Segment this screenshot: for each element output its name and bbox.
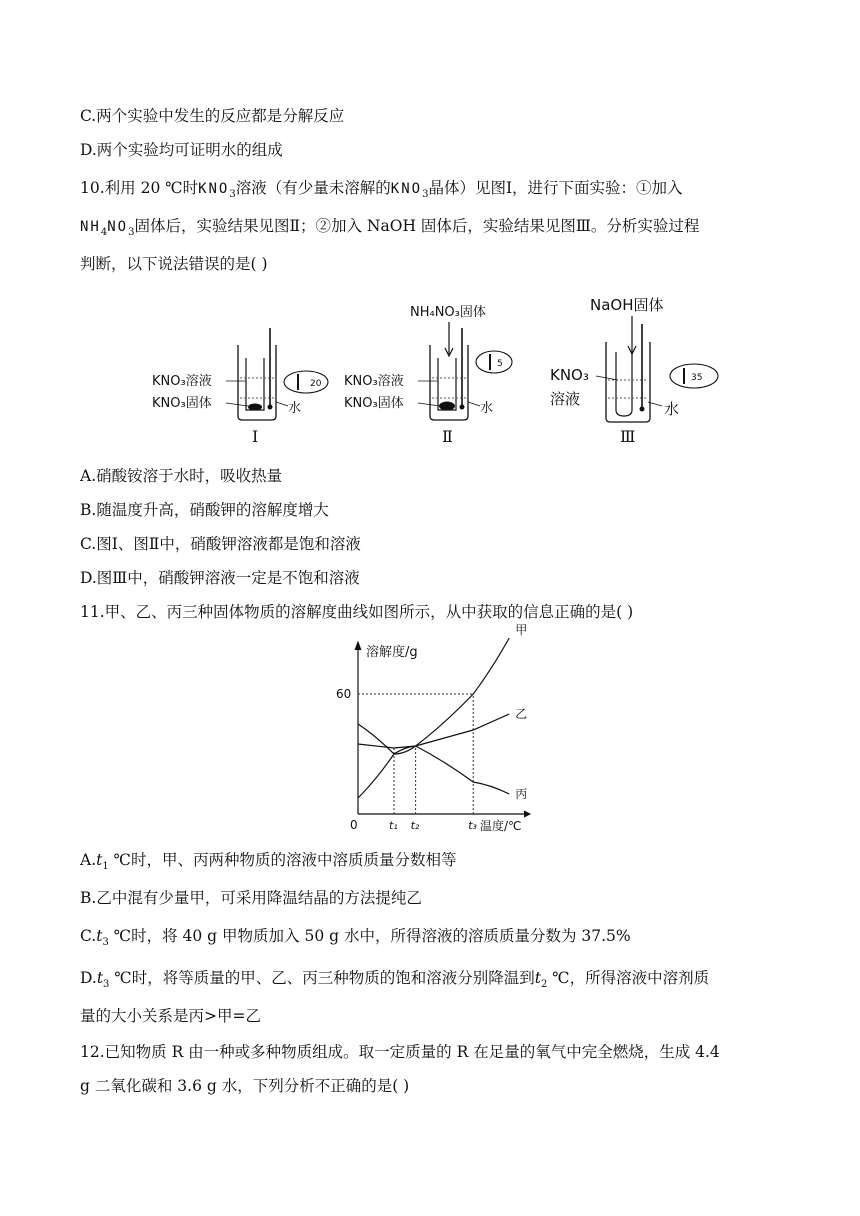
panel3-label2: 溶液 (550, 390, 581, 408)
water-label: 水 (664, 400, 680, 418)
q10-option-d: D.图Ⅲ中，硝酸钾溶液一定是不饱和溶液 (80, 569, 360, 587)
option-text: ℃时，将 40 g 甲物质加入 50 g 水中，所得溶液的溶质质量分数为 37.5% (108, 927, 631, 945)
series-label-1: 甲 (515, 623, 528, 637)
beaker-panel-1 (152, 328, 328, 446)
q10-option-b: B.随温度升高，硝酸钾的溶解度增大 (80, 501, 329, 519)
q9-option-d: D.两个实验均可证明水的组成 (80, 141, 283, 159)
series-line-1 (358, 638, 509, 798)
series-label-2: 乙 (515, 707, 528, 721)
formula-kno3: KNO (390, 181, 423, 197)
subscript: 3 (128, 227, 135, 238)
x-tick-t2: t₂ (410, 819, 420, 832)
panel-numeral: Ⅲ (620, 427, 636, 446)
option-text: ℃时，甲、丙两种物质的溶液中溶质质量分数相等 (108, 851, 457, 869)
test-tube (246, 358, 264, 410)
q10-text: 晶体）见图Ⅰ，进行下面实验：①加入 (428, 179, 683, 197)
t-symbol: t (96, 851, 103, 869)
temperature-reading: 5 (497, 359, 503, 369)
panel2-label2: KNO₃固体 (344, 396, 404, 411)
formula-kno3: KNO (198, 181, 230, 197)
water-label: 水 (288, 401, 302, 416)
x-axis-label: 温度/℃ (480, 819, 522, 833)
origin-label: 0 (350, 818, 358, 832)
temperature-reading: 35 (691, 373, 703, 383)
y-tick-60: 60 (336, 687, 352, 701)
subscript: 3 (422, 189, 429, 200)
q12-stem-line2: g 二氧化碳和 3.6 g 水，下列分析不正确的是( ) (80, 1077, 410, 1095)
panel1-label1: KNO₃溶液 (152, 374, 212, 389)
series-line-3 (358, 724, 509, 794)
q11-option-a (80, 850, 457, 877)
q11-option-d-line1 (80, 968, 709, 995)
option-letter: D. (80, 969, 97, 987)
q9-option-c: C.两个实验中发生的反应都是分解反应 (80, 107, 345, 125)
subscript: 3 (229, 189, 236, 200)
crystal-solid (248, 404, 262, 411)
panel3-label1: KNO₃ (550, 366, 589, 384)
x-tick-t1: t₁ (389, 819, 398, 832)
q10-text: 固体后，实验结果见图Ⅱ；②加入 NaOH 固体后，实验结果见图Ⅲ。分析实验过程 (134, 217, 700, 235)
solubility-chart (330, 623, 540, 836)
series-label-3: 丙 (515, 787, 528, 801)
q10-stem-line1 (80, 178, 683, 205)
q10-stem-line2 (80, 216, 699, 243)
subscript: 1 (102, 861, 109, 872)
q11-option-b: B.乙中混有少量甲，可采用降温结晶的方法提纯乙 (80, 889, 422, 907)
option-text: ℃时，将等质量的甲、乙、丙三种物质的饱和溶液分别降温到 (109, 969, 535, 987)
q11-option-d-line2: 量的大小关系是丙>甲=乙 (80, 1007, 261, 1025)
q10-text: 溶液（有少量未溶解的 (235, 179, 391, 197)
panel3-added-solid: NaOH固体 (590, 296, 664, 314)
q10-text: 10.利用 20 ℃时 (80, 179, 199, 197)
temperature-reading: 20 (310, 379, 322, 389)
t-symbol: t (96, 927, 103, 945)
beaker-experiment-figure (140, 290, 740, 460)
q12-stem-line1: 12.已知物质 R 由一种或多种物质组成。取一定质量的 R 在足量的氧气中完全燃烧，生成 4.4 (80, 1043, 720, 1061)
subscript: 4 (100, 227, 108, 238)
beaker-panel-3 (550, 296, 718, 446)
formula-nh: NH (80, 219, 101, 235)
subscript: 2 (540, 979, 548, 990)
panel1-label2: KNO₃固体 (152, 396, 212, 411)
t-symbol: t (96, 969, 104, 987)
option-text: ℃，所得溶液中溶剂质 (547, 969, 710, 987)
subscript: 3 (102, 937, 109, 948)
q10-option-a: A.硝酸铵溶于水时，吸收热量 (80, 467, 283, 485)
panel-numeral: Ⅱ (442, 427, 453, 446)
y-axis-label: 溶解度/g (366, 645, 418, 660)
subscript: 3 (103, 979, 110, 990)
t-symbol: t (534, 969, 541, 987)
q10-stem-line3: 判断，以下说法错误的是( ) (80, 255, 268, 273)
beaker-panel-2 (344, 304, 512, 446)
q11-stem: 11.甲、乙、丙三种固体物质的溶解度曲线如图所示，从中获取的信息正确的是( ) (80, 603, 634, 621)
water-label: 水 (480, 401, 494, 416)
formula-no: NO (107, 219, 129, 235)
option-letter: A. (80, 851, 97, 869)
q11-option-c (80, 926, 631, 953)
option-letter: C. (80, 927, 97, 945)
q10-option-c: C.图Ⅰ、图Ⅱ中，硝酸钾溶液都是饱和溶液 (80, 535, 361, 553)
panel2-added-solid: NH₄NO₃固体 (410, 305, 486, 320)
x-tick-t3: t₃ (468, 819, 477, 832)
panel2-label1: KNO₃溶液 (344, 374, 404, 389)
panel-numeral: Ⅰ (252, 427, 259, 446)
